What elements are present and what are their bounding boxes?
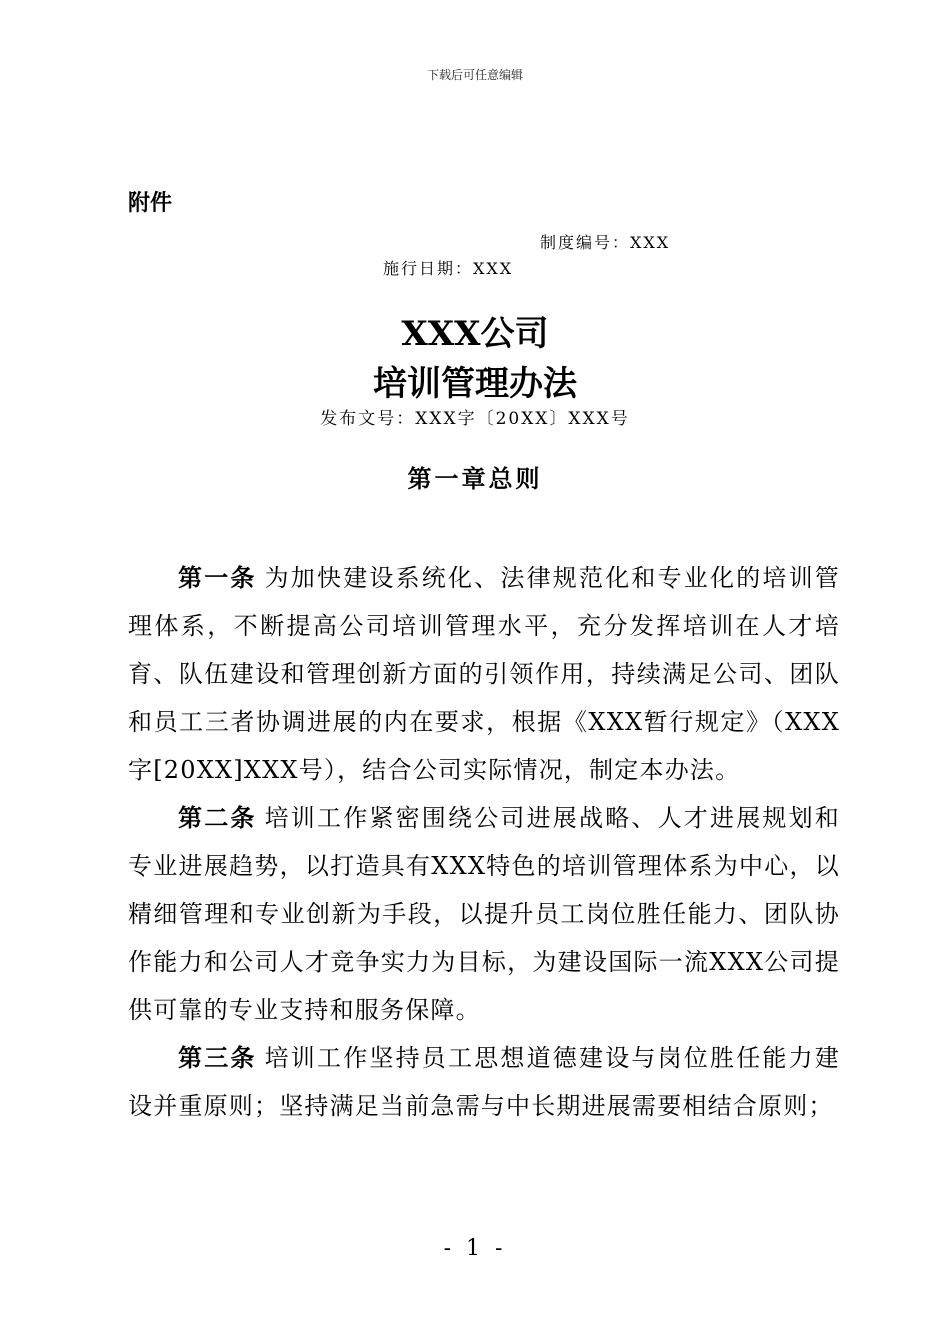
article [128, 1034, 840, 1130]
effective-date: 施行日期：XXX [383, 259, 514, 278]
document-title-company: XXX公司 [401, 314, 549, 354]
article-heading: 第一条 [178, 564, 257, 592]
chapter-heading: 第一章总则 [407, 464, 543, 493]
article [128, 794, 840, 1034]
article-text: 培训工作坚持员工思想道德建设与岗位胜任能力建设并重原则；坚持满足当前急需与中长期进展需要相结合原则； [128, 1044, 840, 1120]
article [128, 554, 840, 794]
article-heading: 第三条 [178, 1044, 257, 1072]
page-number: - 1 - [443, 1236, 507, 1261]
article-text: 为加快建设系统化、法律规范化和专业化的培训管理体系，不断提高公司培训管理水平，充分发挥培训在人才培育、队伍建设和管理创新方面的引领作用，持续满足公司、团队和员工三者协调进展的内在要求，根据《XXX暂行规定》（XXX字[20XX]XXX号），结合公司实际情况，制定本办法。 [128, 564, 840, 784]
regulation-code: 制度编号：XXX [540, 233, 671, 252]
document-body [128, 554, 840, 1130]
article-heading: 第二条 [178, 804, 257, 832]
article-text: 培训工作紧密围绕公司进展战略、人才进展规划和专业进展趋势，以打造具有XXX特色的培训管理体系为中心，以精细管理和专业创新为手段，以提升员工岗位胜任能力、团队协作能力和公司人才竞争实力为目标，为建设国际一流XXX公司提供可靠的专业支持和服务保障。 [128, 804, 840, 1024]
header-note: 下载后可任意编辑 [426, 68, 523, 82]
attachment-label: 附件 [128, 191, 173, 216]
document-title: 培训管理办法 [373, 364, 577, 404]
document-number: 发布文号：XXX字〔20XX〕XXX号 [320, 409, 630, 429]
